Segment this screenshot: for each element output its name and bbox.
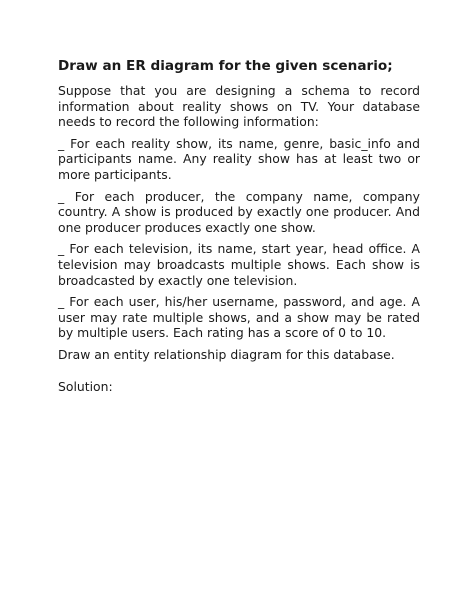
document-heading: Draw an ER diagram for the given scenario; <box>58 58 393 74</box>
television-paragraph: _ For each television, its name, start year, head office. A television may broadcasts multiple shows. Each show is broadcasted by exactly one television. <box>58 241 420 288</box>
user-paragraph: _ For each user, his/her username, password, and age. A user may rate multiple shows, and a show may be rated by multiple users. Each rating has a score of 0 to 10. <box>58 294 420 341</box>
document-page <box>58 58 420 394</box>
producer-paragraph: _ For each producer, the company name, company country. A show is produced by exactly one producer. And one producer produces exactly one show. <box>58 188 420 235</box>
intro-paragraph: Suppose that you are designing a schema to record information about reality shows on TV. Your database needs to record the following information: <box>58 83 420 130</box>
solution-label: Solution: <box>58 378 113 394</box>
reality-show-paragraph: _ For each reality show, its name, genre, basic_info and participants name. Any reality show has at least two or more participants. <box>58 135 420 182</box>
instruction-paragraph: Draw an entity relationship diagram for this database. <box>58 346 395 362</box>
